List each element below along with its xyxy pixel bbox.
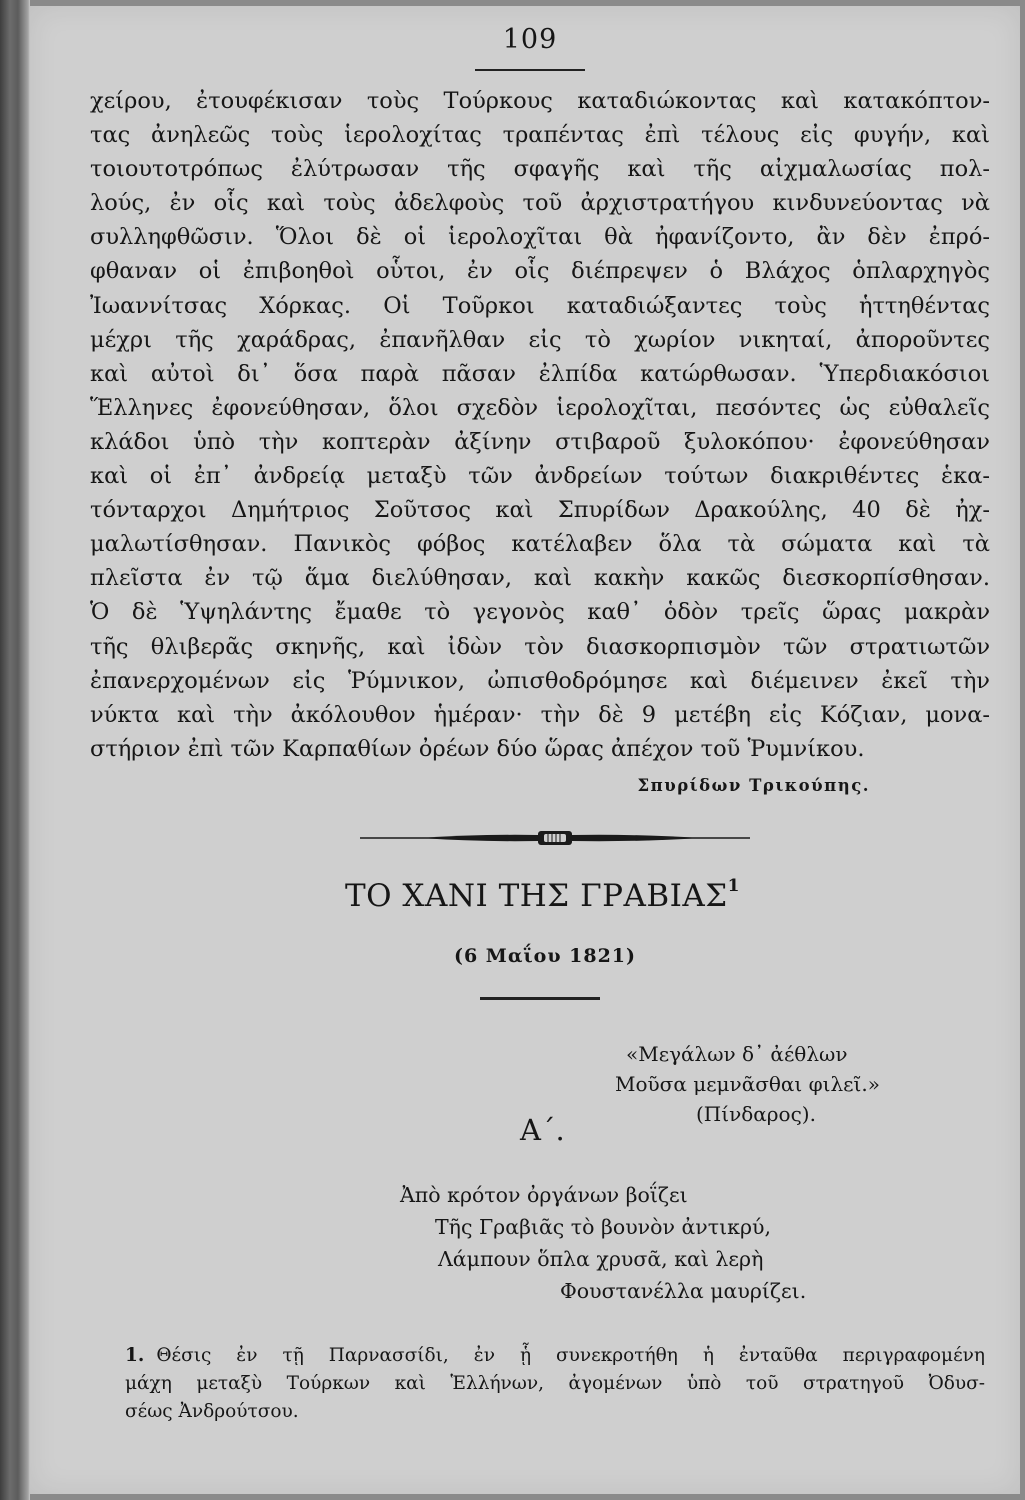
body-line: κλάδοι ὑπὸ τὴν κοπτερὰν ἀξίνην στιβαροῦ ξυλοκόπου· ἐφονεύθησαν bbox=[90, 428, 990, 455]
body-line: τοιουτοτρόπως ἐλύτρωσαν τῆς σφαγῆς καὶ τῆς αἰχμαλωσίας πολ- bbox=[90, 156, 990, 183]
footnote bbox=[125, 1342, 985, 1426]
footnote-number: 1. bbox=[125, 1345, 145, 1366]
body-line: μαλωτίσθησαν. Πανικὸς φόβος κατέλαβεν ὅλα τὰ σώματα καὶ τὰ bbox=[90, 531, 990, 558]
body-line: λούς, ἐν οἷς καὶ τοὺς ἀδελφοὺς τοῦ ἀρχιστρατήγου κινδυνεύοντας νὰ bbox=[90, 190, 990, 217]
footnote-line bbox=[125, 1342, 985, 1370]
footnote-line: σέως Ἀνδρούτσου. bbox=[125, 1401, 299, 1422]
epigraph bbox=[615, 1039, 945, 1129]
poem-stanza bbox=[370, 1179, 820, 1307]
author-signature: Σπυρίδων Τρικούπης. bbox=[637, 776, 870, 795]
body-line: τας ἀνηλεῶς τοὺς ἱερολοχίτας τραπέντας ἐπὶ τέλους εἰς φυγήν, καὶ bbox=[90, 122, 990, 149]
body-line: συλληφθῶσιν. Ὅλοι δὲ οἱ ἱερολοχῖται θὰ ἠφανίζοντο, ἂν δὲν ἐπρό- bbox=[90, 224, 990, 251]
poem-title bbox=[230, 875, 855, 914]
footnote-marker: 1 bbox=[727, 875, 741, 896]
body-line: στήριον ἐπὶ τῶν Καρπαθίων ὀρέων δύο ὥρας ἀπέχον τοῦ Ῥυμνίκου. bbox=[90, 735, 865, 762]
body-line: τῆς θλιβερᾶς σκηνῆς, καὶ ἰδὼν τὸν διασκορπισμὸν τῶν στρατιωτῶν bbox=[90, 633, 990, 660]
poem-title-text: ΤΟ ΧΑΝΙ ΤΗΣ ΓΡΑΒΙΑΣ bbox=[344, 878, 728, 914]
page-number: 109 bbox=[502, 24, 558, 55]
ornamental-divider bbox=[360, 823, 750, 853]
epigraph-line: Μοῦσα μεμνᾶσθαι φιλεῖ.» bbox=[615, 1072, 880, 1096]
epigraph-line: «Μεγάλων δ᾽ ἀέθλων bbox=[626, 1042, 848, 1066]
epigraph-attribution: (Πίνδαρος). bbox=[696, 1102, 816, 1126]
body-line: τόνταρχοι Δημήτριος Σοῦτσος καὶ Σπυρίδων Δρακούλης, 40 δὲ ἠχ- bbox=[90, 497, 990, 524]
body-line: χείρου, ἐτουφέκισαν τοὺς Τούρκους καταδιώκοντας καὶ κατακόπτον- bbox=[90, 88, 990, 114]
body-paragraph bbox=[90, 84, 990, 766]
poem-date: (6 Μαΐου 1821) bbox=[453, 945, 636, 967]
book-page bbox=[30, 6, 1020, 1494]
body-line: Ἕλληνες ἐφονεύθησαν, ὅλοι σχεδὸν ἱερολοχῖται, πεσόντες ὡς εὐθαλεῖς bbox=[90, 394, 990, 421]
body-line: φθαναν οἱ ἐπιβοηθοὶ οὗτοι, ἐν οἷς διέπρεψεν ὁ Βλάχος ὁπλαρχηγὸς bbox=[90, 258, 990, 285]
footnote-text: Θέσις ἐν τῇ Παρνασσίδι, ἐν ᾗ συνεκροτήθη ἡ ἐνταῦθα περιγραφομένη bbox=[156, 1345, 985, 1366]
body-line: νύκτα καὶ τὴν ἀκόλουθον ἡμέραν· τὴν δὲ 9 μετέβη εἰς Κόζιαν, μονα- bbox=[90, 701, 990, 728]
title-rule bbox=[480, 997, 600, 1000]
verse-line: Τῆς Γραβιᾶς τὸ βουνὸν ἀντικρύ, bbox=[435, 1215, 771, 1239]
page-number-underline bbox=[475, 69, 585, 71]
verse-line: Φουστανέλλα μαυρίζει. bbox=[560, 1279, 807, 1303]
section-heading: Α΄. bbox=[520, 1113, 565, 1147]
body-line: καὶ αὐτοὶ δι᾽ ὅσα παρὰ πᾶσαν ἐλπίδα κατώρθωσαν. Ὑπερδιακόσιοι bbox=[90, 360, 990, 387]
book-binding-edge bbox=[0, 0, 30, 1500]
body-line: μέχρι τῆς χαράδρας, ἐπανῆλθαν εἰς τὸ χωρίον νικηταί, ἀποροῦντες bbox=[90, 326, 990, 353]
body-line: Ὁ δὲ Ὑψηλάντης ἔμαθε τὸ γεγονὸς καθ᾽ ὁδὸν τρεῖς ὥρας μακρὰν bbox=[90, 599, 990, 626]
body-line: Ἰωαννίτσας Χόρκας. Οἱ Τοῦρκοι καταδιώξαντες τοὺς ἡττηθέντας bbox=[90, 292, 990, 319]
footnote-line: μάχη μεταξὺ Τούρκων καὶ Ἑλλήνων, ἀγομένων ὑπὸ τοῦ στρατηγοῦ Ὀδυσ- bbox=[125, 1373, 985, 1394]
verse-line: Λάμπουν ὅπλα χρυσᾶ, καὶ λερὴ bbox=[438, 1247, 764, 1271]
verse-line: Ἀπὸ κρότον ὀργάνων βοΐζει bbox=[400, 1183, 688, 1207]
body-line: ἐπανερχομένων εἰς Ῥύμνικον, ὠπισθοδρόμησε καὶ διέμεινεν ἐκεῖ τὴν bbox=[90, 667, 990, 694]
body-line: καὶ οἱ ἐπ᾽ ἀνδρείᾳ μεταξὺ τῶν ἀνδρείων τούτων διακριθέντες ἑκα- bbox=[90, 463, 990, 490]
body-line: πλεῖστα ἐν τῷ ἅμα διελύθησαν, καὶ κακὴν κακῶς διεσκορπίσθησαν. bbox=[90, 565, 990, 592]
